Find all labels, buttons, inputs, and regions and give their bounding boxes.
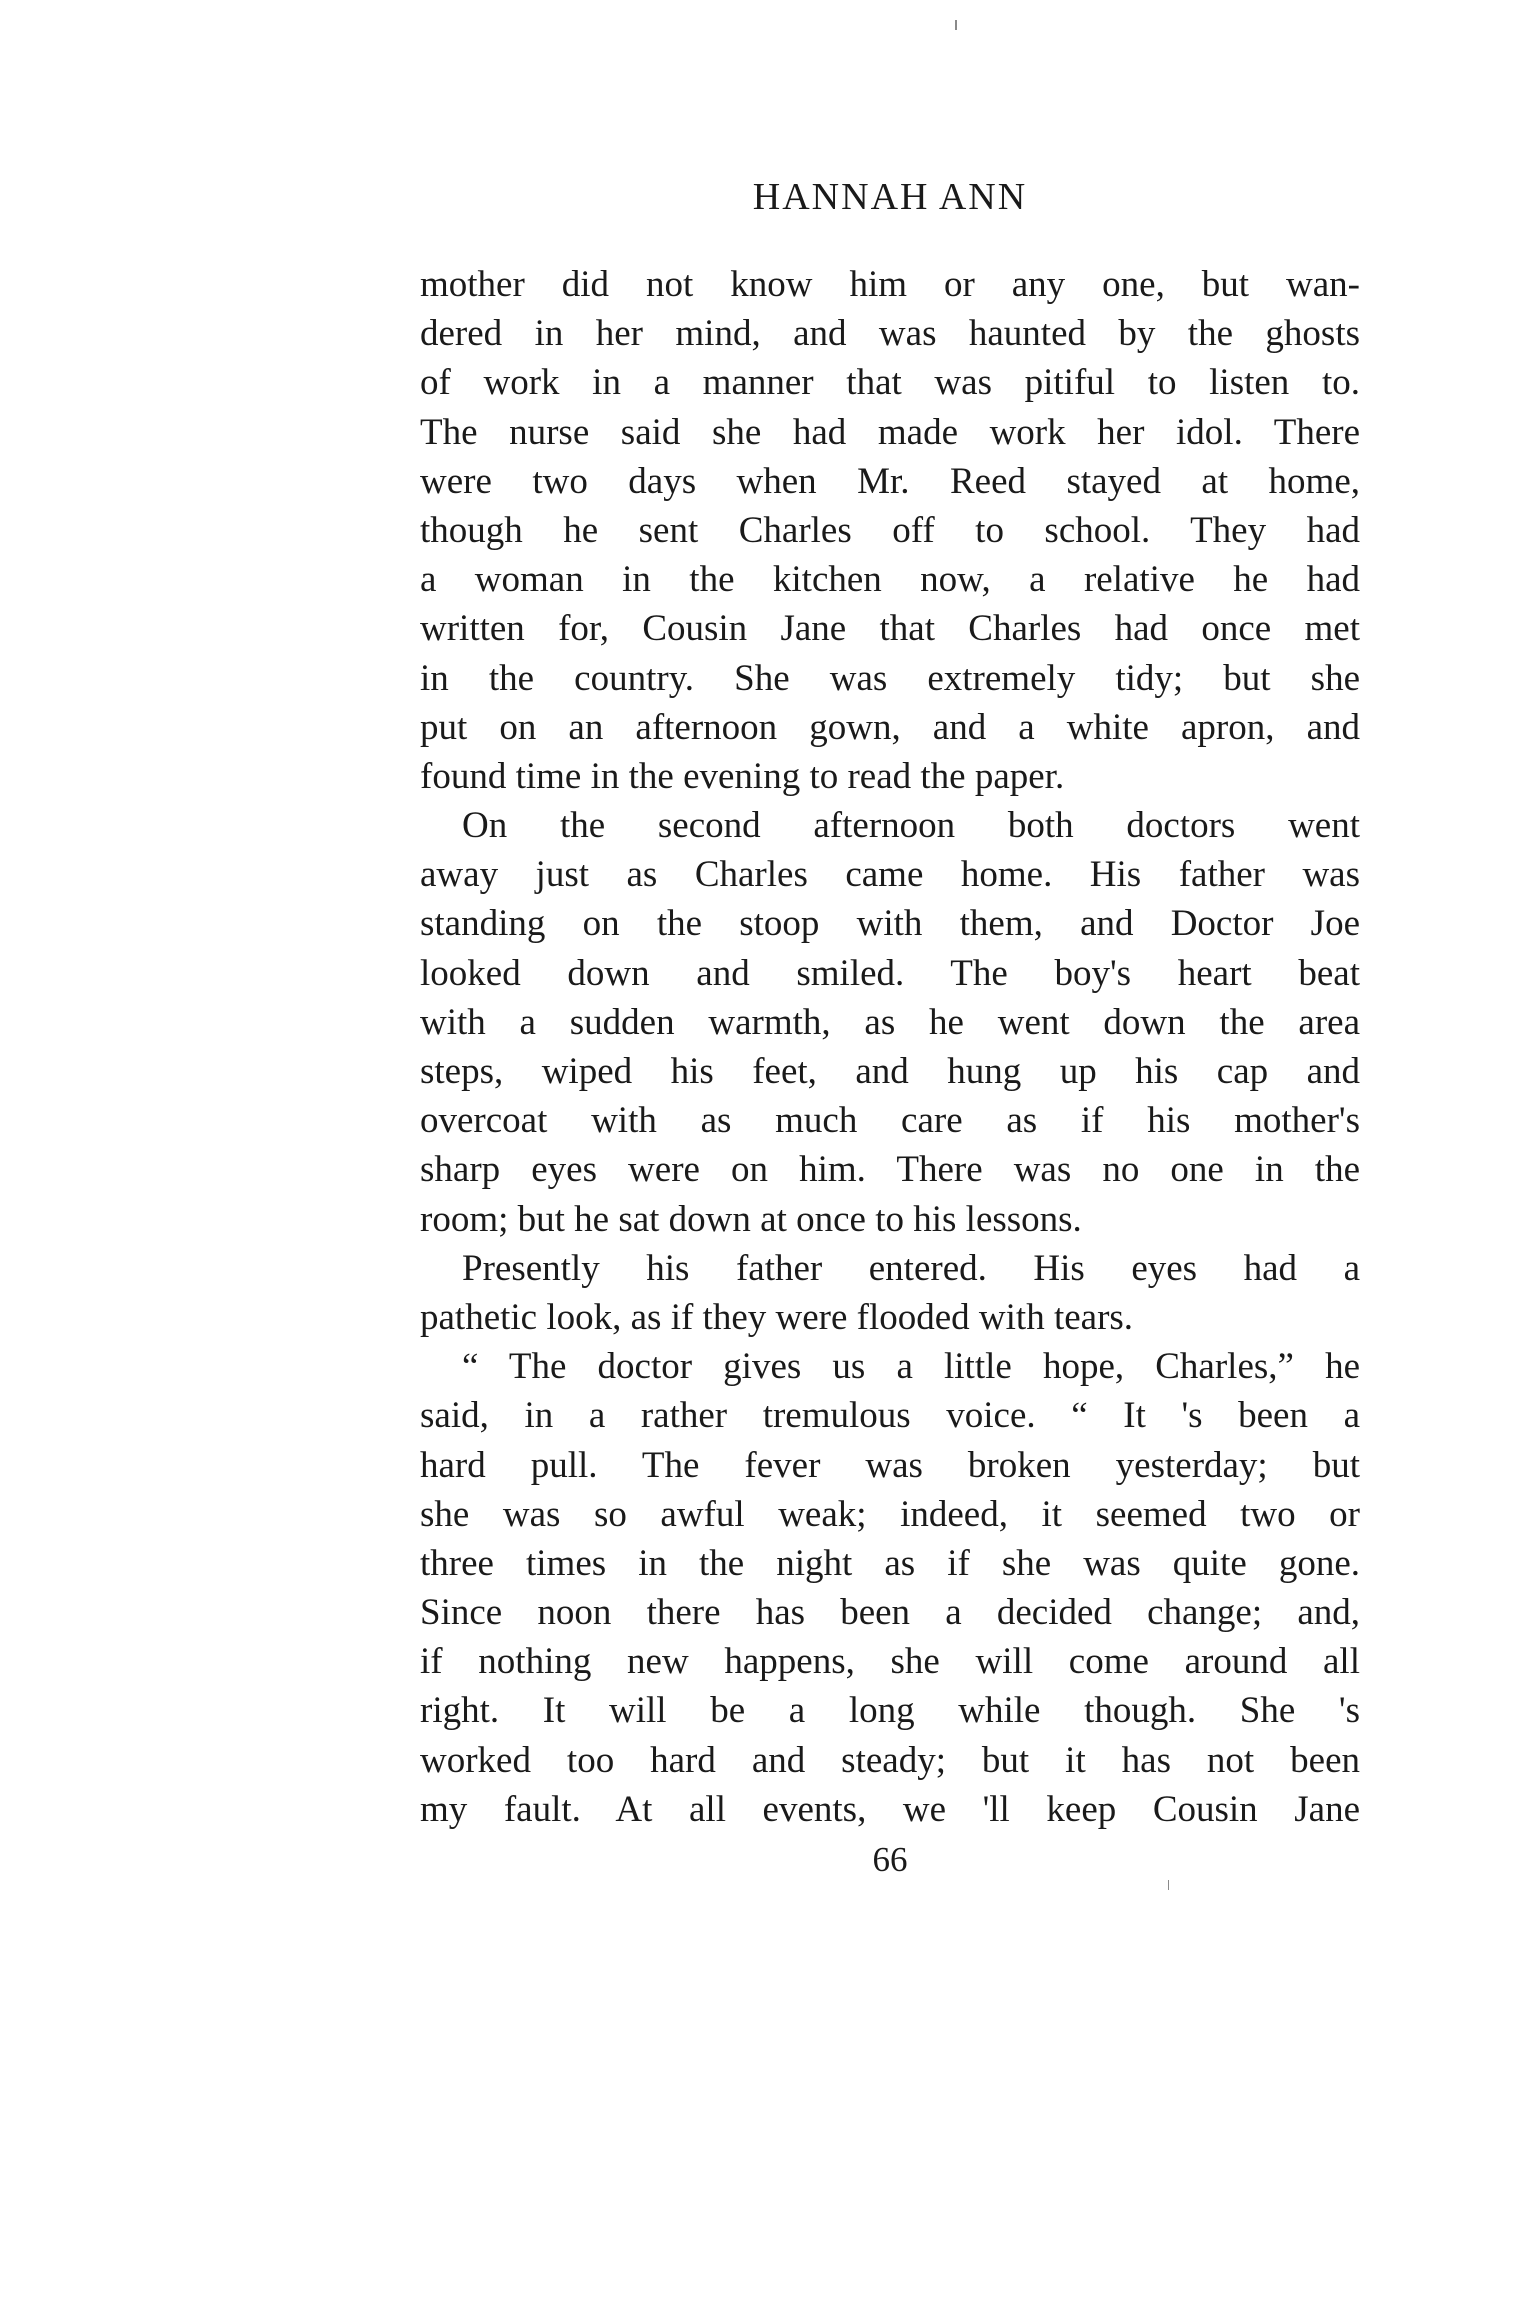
text-line: room; but he sat down at once to his lessons.	[420, 1198, 1082, 1240]
paragraph-4	[420, 1342, 1360, 1834]
text-line: in the country. She was extremely tidy; but she	[420, 657, 1360, 699]
text-line: overcoat with as much care as if his mother's	[420, 1100, 1360, 1142]
page-number: 66	[872, 1840, 908, 1879]
text-line: Presently his father entered. His eyes had a	[462, 1247, 1360, 1289]
text-line: dered in her mind, and was haunted by the ghosts	[420, 313, 1360, 355]
text-line: three times in the night as if she was quite gone.	[420, 1542, 1360, 1584]
text-line: put on an afternoon gown, and a white apron, and	[420, 706, 1360, 748]
text-line: away just as Charles came home. His father was	[420, 854, 1360, 896]
scan-speck-top	[955, 20, 957, 30]
text-line: steps, wiped his feet, and hung up his cap and	[420, 1051, 1360, 1092]
paragraph-3	[420, 1244, 1360, 1342]
text-line: she was so awful weak; indeed, it seemed two or	[420, 1493, 1360, 1535]
running-head: HANNAH ANN	[752, 176, 1028, 218]
text-line: a woman in the kitchen now, a relative he had	[420, 559, 1360, 601]
text-line: On the second afternoon both doctors went	[462, 805, 1360, 847]
paragraph-1	[420, 260, 1360, 801]
text-line: “ The doctor gives us a little hope, Charles,” he	[462, 1346, 1360, 1388]
text-line: mother did not know him or any one, but wan-	[420, 264, 1360, 305]
text-line: were two days when Mr. Reed stayed at home,	[420, 460, 1360, 502]
text-line: The nurse said she had made work her idol. There	[420, 411, 1360, 453]
text-line: standing on the stoop with them, and Doctor Joe	[420, 903, 1360, 945]
text-line: pathetic look, as if they were flooded with tears.	[420, 1296, 1134, 1338]
text-line: said, in a rather tremulous voice. “ It 's been a	[420, 1395, 1360, 1437]
text-line: written for, Cousin Jane that Charles had once met	[420, 608, 1360, 650]
text-line: of work in a manner that was pitiful to listen to.	[420, 362, 1360, 404]
text-line: worked too hard and steady; but it has not been	[420, 1739, 1360, 1781]
text-line: hard pull. The fever was broken yesterday; but	[420, 1444, 1360, 1486]
text-line: my fault. At all events, we 'll keep Cousin Jane	[420, 1788, 1360, 1830]
text-line: sharp eyes were on him. There was no one in the	[420, 1149, 1360, 1191]
paragraph-2	[420, 801, 1360, 1244]
text-line: though he sent Charles off to school. They had	[420, 509, 1360, 551]
text-line: found time in the evening to read the paper.	[420, 755, 1065, 797]
text-line: looked down and smiled. The boy's heart beat	[420, 952, 1360, 994]
body-text	[420, 260, 1360, 1834]
text-line: if nothing new happens, she will come around all	[420, 1641, 1360, 1683]
text-line: right. It will be a long while though. She 's	[420, 1690, 1360, 1732]
text-line: Since noon there has been a decided change; and,	[420, 1592, 1360, 1634]
text-line: with a sudden warmth, as he went down the area	[420, 1001, 1360, 1043]
